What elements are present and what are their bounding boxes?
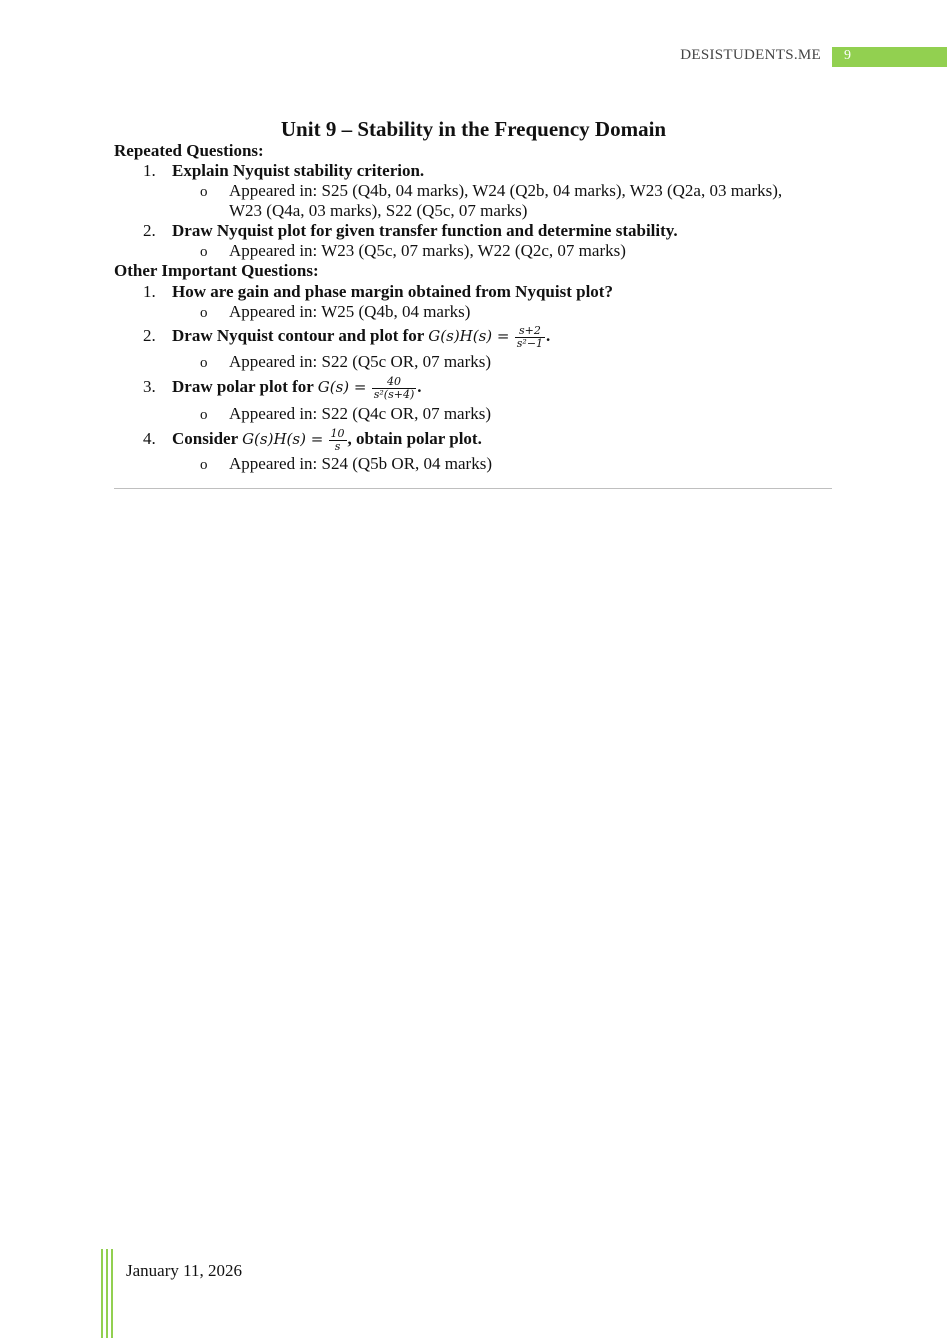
fraction-denominator: s²−1 [516, 336, 544, 350]
question-text [172, 371, 422, 403]
fraction-denominator: s [334, 439, 341, 453]
question-prefix: Draw Nyquist contour and plot for [172, 326, 429, 345]
question-text: How are gain and phase margin obtained from Nyquist plot? [172, 282, 613, 301]
bullet-icon: o [200, 244, 208, 260]
fraction [329, 428, 347, 453]
bullet-icon: o [200, 457, 208, 473]
question-suffix: . [417, 377, 422, 396]
math-expression: G(s)H(s) = [428, 327, 510, 345]
page-title: Unit 9 – Stability in the Frequency Domain [280, 117, 667, 141]
math-expression: G(s) = [317, 378, 367, 396]
fraction-numerator: 10 [330, 426, 345, 440]
fraction [372, 376, 417, 401]
question-prefix: Consider [172, 429, 243, 448]
fraction [515, 325, 545, 350]
question-suffix: , obtain polar plot. [347, 429, 482, 448]
item-number: 1. [143, 161, 156, 180]
item-number: 2. [143, 326, 156, 345]
fraction-denominator: s²(s+4) [373, 387, 415, 401]
section-heading-repeated: Repeated Questions: [114, 141, 264, 160]
page-number-badge [832, 47, 947, 67]
question-text: Draw Nyquist plot for given transfer function and determine stability. [172, 221, 678, 240]
appeared-in-text: Appeared in: S22 (Q5c OR, 07 marks) [229, 352, 492, 371]
appeared-in-text-cont: W23 (Q4a, 03 marks), S22 (Q5c, 07 marks) [229, 201, 528, 220]
footer-date: January 11, 2026 [126, 1261, 242, 1280]
appeared-in-text: Appeared in: W25 (Q4b, 04 marks) [229, 302, 471, 321]
footer-accent-bars [101, 1249, 115, 1338]
item-number: 2. [143, 221, 156, 240]
fraction-numerator: 40 [372, 376, 417, 389]
bullet-icon: o [200, 355, 208, 371]
item-number: 4. [143, 429, 156, 448]
question-text: Explain Nyquist stability criterion. [172, 161, 425, 180]
appeared-in-text: Appeared in: S24 (Q5b OR, 04 marks) [229, 454, 492, 473]
bullet-icon: o [200, 184, 208, 200]
bullet-icon: o [200, 305, 208, 321]
header-site-name: DESISTUDENTS.ME [680, 47, 821, 63]
bullet-icon: o [200, 407, 208, 423]
section-divider [114, 488, 832, 489]
question-prefix: Draw polar plot for [172, 377, 318, 396]
question-text [172, 320, 550, 352]
appeared-in-text: Appeared in: S25 (Q4b, 04 marks), W24 (Q2b, 04 marks), W23 (Q2a, 03 marks), [229, 181, 783, 200]
item-number: 3. [143, 377, 156, 396]
appeared-in-text: Appeared in: S22 (Q4c OR, 07 marks) [229, 404, 492, 423]
page-number: 9 [844, 48, 851, 63]
math-expression: G(s)H(s) = [242, 430, 324, 448]
question-text [172, 423, 482, 455]
question-suffix: . [546, 326, 551, 345]
fraction-numerator: s+2 [515, 325, 545, 338]
section-heading-other: Other Important Questions: [114, 261, 319, 280]
item-number: 1. [143, 282, 156, 301]
appeared-in-text: Appeared in: W23 (Q5c, 07 marks), W22 (Q2c, 07 marks) [229, 241, 626, 260]
